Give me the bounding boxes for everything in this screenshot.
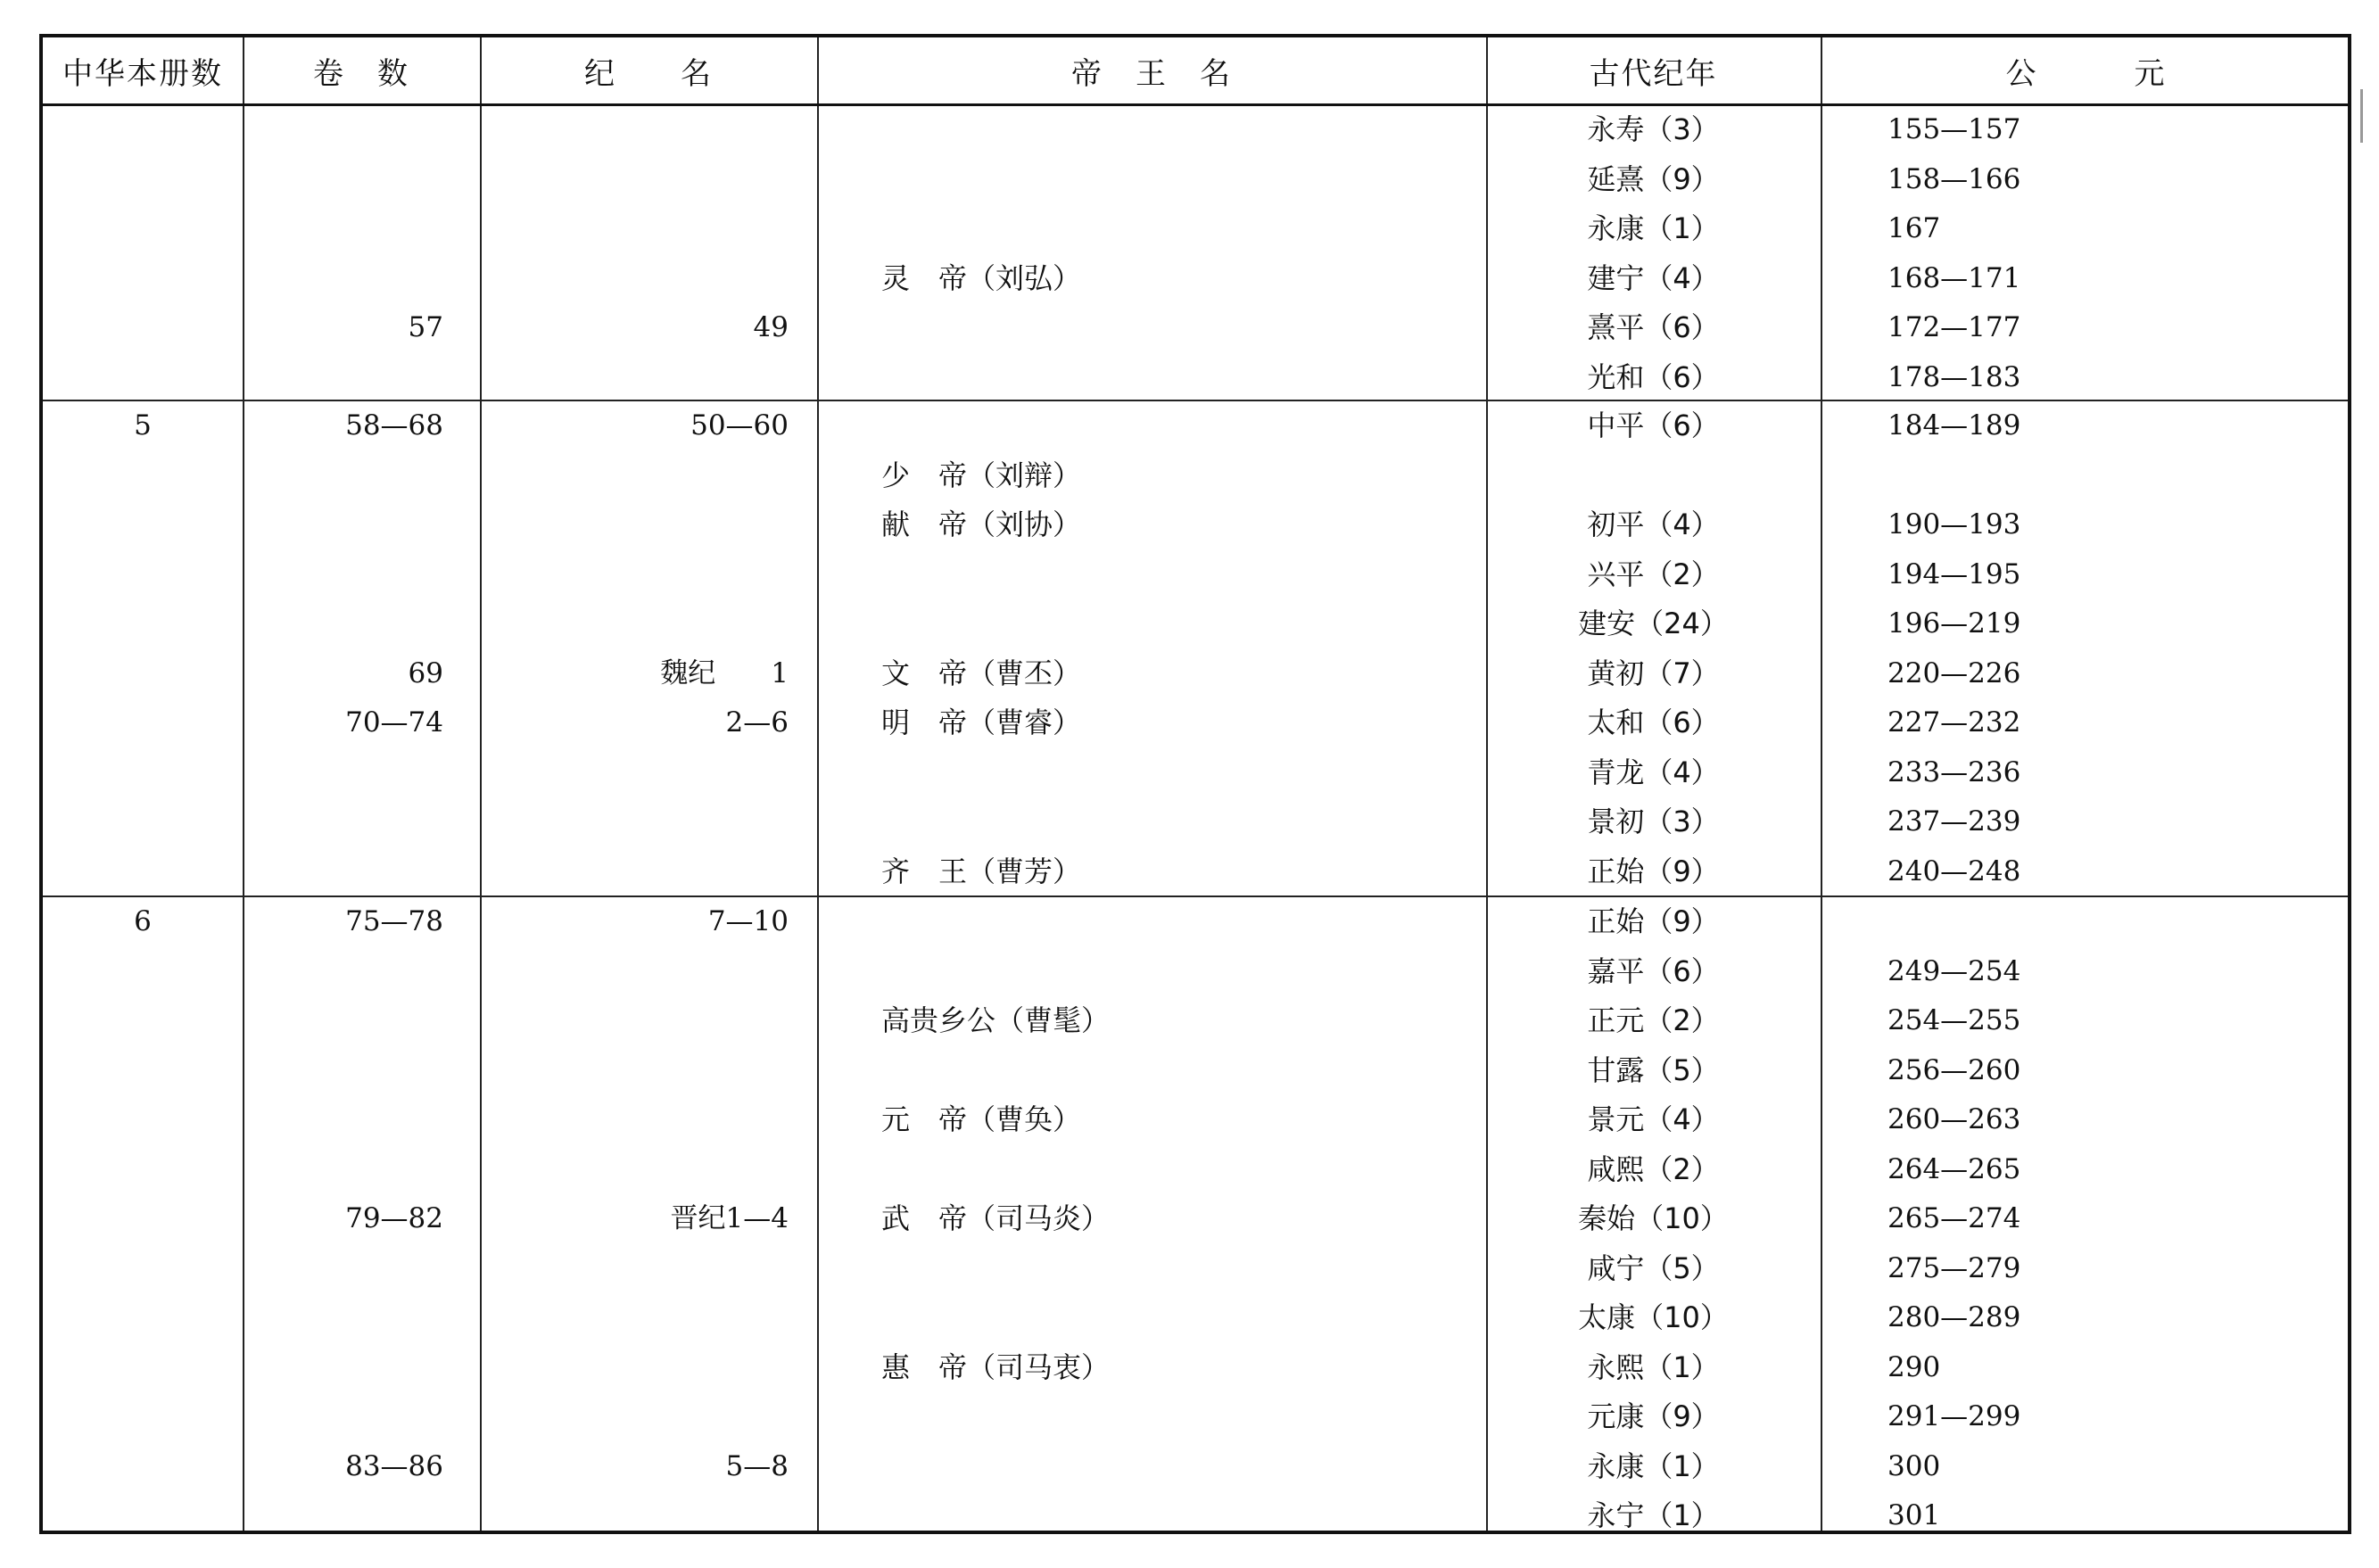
juan-cell: 57 [408,311,443,343]
volume-book-cell: 5 [134,409,152,442]
juan-cell: 70—74 [345,706,443,739]
emperor-name-cell: 元 帝（曹奂） [881,1102,1082,1136]
emperor-name-cell: 灵 帝（刘弘） [881,260,1082,295]
era-name-cell: 初平（4） [1587,508,1720,541]
page-edge-mark [2360,89,2375,143]
ad-year-cell: 184—189 [1888,409,2021,442]
ad-year-cell: 190—193 [1888,508,2021,541]
ji-name-cell: 50—60 [690,409,789,442]
era-name-cell: 正始（9） [1587,854,1720,888]
era-name-cell: 秦始（10） [1578,1201,1729,1235]
ji-name-cell: 49 [753,311,789,343]
era-name-cell: 永康（1） [1587,1448,1720,1483]
ji-name-cell: 2—6 [725,706,789,739]
era-name-cell: 太康（10） [1578,1300,1729,1334]
juan-cell: 69 [408,656,443,689]
ad-year-cell: 249—254 [1888,954,2021,987]
column-divider [480,37,482,1531]
ad-year-cell: 260—263 [1888,1103,2021,1135]
era-name-cell: 建安（24） [1578,607,1729,640]
era-name-cell: 熹平（6） [1587,310,1720,344]
ji-name-cell: 魏纪 1 [660,656,789,689]
ad-year-cell: 158—166 [1888,162,2021,195]
ad-year-cell: 172—177 [1888,311,2021,343]
era-name-cell: 永熙（1） [1587,1349,1720,1384]
column-divider [817,37,819,1531]
era-name-cell: 青龙（4） [1587,755,1720,789]
emperor-name-cell: 惠 帝（司马衷） [881,1349,1111,1384]
ad-year-cell: 275—279 [1888,1251,2021,1284]
era-name-cell: 黄初（7） [1587,656,1720,690]
era-name-cell: 元康（9） [1587,1399,1720,1433]
era-name-cell: 永康（1） [1587,211,1720,245]
era-name-cell: 正元（2） [1587,1003,1720,1037]
juan-cell: 75—78 [345,905,443,937]
ji-name-cell: 5—8 [725,1449,789,1482]
ad-year-cell: 280—289 [1888,1301,2021,1333]
header-era: 古代纪年 [1589,55,1718,92]
ad-year-cell: 220—226 [1888,656,2021,689]
ad-year-cell: 300 [1888,1449,1941,1482]
era-name-cell: 建宁（4） [1587,260,1720,295]
ad-year-cell: 254—255 [1888,1004,2021,1036]
juan-cell: 79—82 [345,1202,443,1234]
header-divider [43,103,2348,106]
era-name-cell: 永宁（1） [1587,1498,1720,1532]
era-name-cell: 太和（6） [1587,706,1720,739]
ad-year-cell: 237—239 [1888,805,2021,838]
ad-year-cell: 240—248 [1888,854,2021,887]
era-name-cell: 咸宁（5） [1587,1250,1720,1285]
era-name-cell: 中平（6） [1587,409,1720,442]
juan-cell: 58—68 [345,409,443,442]
header-juan: 卷 数 [313,55,409,92]
ad-year-cell: 256—260 [1888,1053,2021,1086]
era-name-cell: 正始（9） [1587,904,1720,938]
emperor-name-cell: 文 帝（曹丕） [881,656,1082,690]
era-name-cell: 永寿（3） [1587,112,1720,146]
ad-year-cell: 265—274 [1888,1202,2021,1234]
emperor-name-cell: 齐 王（曹芳） [881,854,1082,888]
column-divider [243,37,244,1531]
volume-book-cell: 6 [134,905,152,937]
era-name-cell: 兴平（2） [1587,557,1720,591]
column-divider [1821,37,1822,1531]
emperor-name-cell: 明 帝（曹睿） [881,706,1082,739]
section-divider [43,400,2348,401]
ad-year-cell: 227—232 [1888,706,2021,739]
ad-year-cell: 194—195 [1888,557,2021,590]
header-ad: 公 元 [2005,55,2167,92]
header-volume-book: 中华本册数 [62,55,223,92]
era-name-cell: 嘉平（6） [1587,953,1720,988]
ji-name-cell: 7—10 [707,905,789,937]
era-name-cell: 咸熙（2） [1587,1151,1720,1186]
ad-year-cell: 264—265 [1888,1152,2021,1185]
section-divider [43,895,2348,897]
emperor-name-cell: 高贵乡公（曹髦） [881,1003,1111,1037]
emperor-name-cell: 献 帝（刘协） [881,508,1082,541]
era-name-cell: 甘露（5） [1587,1052,1720,1087]
ad-year-cell: 290 [1888,1350,1941,1383]
ad-year-cell: 178—183 [1888,360,2021,393]
ad-year-cell: 167 [1888,212,1941,244]
header-ji-name: 纪 名 [584,55,713,92]
emperor-name-cell: 武 帝（司马炎） [881,1201,1111,1235]
ad-year-cell: 155—157 [1888,113,2021,145]
ad-year-cell: 301 [1888,1499,1941,1531]
ji-name-cell: 晋纪1—4 [670,1202,789,1234]
era-name-cell: 景元（4） [1587,1102,1720,1136]
ad-year-cell: 233—236 [1888,755,2021,788]
juan-cell: 83—86 [345,1449,443,1482]
era-name-cell: 景初（3） [1587,805,1720,838]
ad-year-cell: 196—219 [1888,607,2021,640]
header-emperor: 帝 王 名 [1071,55,1232,92]
era-name-cell: 光和（6） [1587,359,1720,394]
era-name-cell: 延熹（9） [1587,161,1720,196]
ad-year-cell: 168—171 [1888,261,2021,294]
chronology-table [39,34,2351,1534]
emperor-name-cell: 少 帝（刘辩） [881,458,1082,492]
ad-year-cell: 291—299 [1888,1400,2021,1432]
